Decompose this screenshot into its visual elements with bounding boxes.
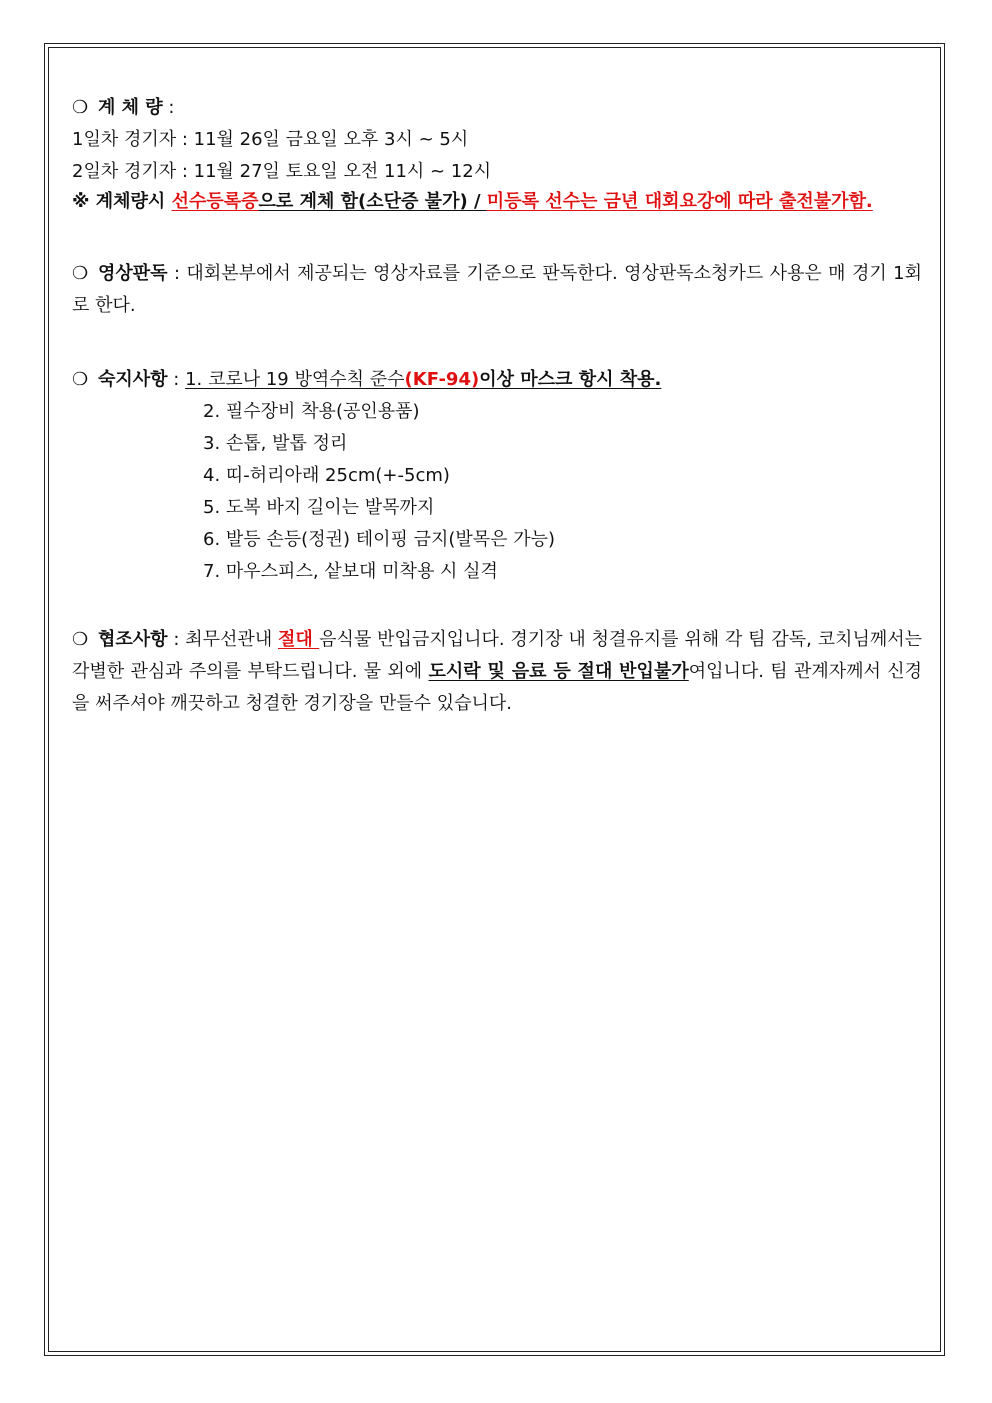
rules-item-1 bbox=[185, 369, 661, 390]
spacer bbox=[72, 216, 922, 258]
rules-item-7: 7. 마우스피스, 샅보대 미착용 시 실격 bbox=[203, 561, 498, 582]
spacer bbox=[72, 322, 922, 364]
rules-colon: : bbox=[167, 369, 186, 390]
notice-prefix: ※ 계체량시 bbox=[72, 191, 172, 212]
cooperation-title: 협조사항 bbox=[98, 629, 168, 650]
weighin-notice bbox=[72, 188, 922, 216]
weighin-day1: 1일차 경기자 : 11월 26일 금요일 오후 3시 ~ 5시 bbox=[72, 129, 469, 150]
rules-item-3: 3. 손톱, 발톱 정리 bbox=[203, 433, 348, 454]
rules-item-1-red: (KF-94) bbox=[404, 369, 480, 390]
cooperation-text-2: 음식물 반입금지입니다. 경기장 내 청결유지를 위해 각 팀 감독, 코치님께서는 각별한 관심과 주의를 부탁드립니다. 물 외에 bbox=[72, 629, 923, 682]
cooperation-text-3: 여입니다. 팀 관계자께서 신경을 써주셔야 깨끗하고 청결한 경기장을 만들수 있습니다. bbox=[72, 661, 922, 714]
weighin-day2: 2일차 경기자 : 11월 27일 토요일 오전 11시 ~ 12시 bbox=[72, 161, 492, 182]
rules-heading bbox=[72, 364, 922, 396]
video-review-paragraph bbox=[72, 258, 922, 322]
video-review-title: 영상판독 bbox=[98, 263, 168, 284]
cooperation-text-1: : 최무선관내 bbox=[167, 629, 279, 650]
circle-bullet-icon: ❍ bbox=[72, 369, 89, 390]
rules-title: 숙지사항 bbox=[98, 369, 168, 390]
weighin-colon: : bbox=[162, 97, 175, 118]
circle-bullet-icon: ❍ bbox=[72, 263, 89, 284]
spacer bbox=[72, 588, 922, 624]
cooperation-paragraph bbox=[72, 624, 922, 720]
circle-bullet-icon: ❍ bbox=[72, 97, 89, 118]
rules-item-4: 4. 띠-허리아래 25cm(+-5cm) bbox=[203, 465, 450, 486]
rules-item-1-plain: 1. 코로나 19 방역수칙 준수 bbox=[185, 369, 405, 390]
rules-item-2: 2. 필수장비 착용(공인용품) bbox=[203, 401, 420, 422]
video-review-text: : 대회본부에서 제공되는 영상자료를 기준으로 판독한다. 영상판독소청카드 사용은 매 경기 1회로 한다. bbox=[72, 263, 922, 316]
cooperation-bold-notice: 도시락 및 음료 등 절대 반입불가 bbox=[428, 661, 689, 682]
circle-bullet-icon: ❍ bbox=[72, 629, 89, 650]
weighin-heading bbox=[72, 92, 922, 124]
cooperation-red-absolute: 절대 bbox=[278, 629, 320, 650]
rules-item-5: 5. 도복 바지 길이는 발목까지 bbox=[203, 497, 435, 518]
rules-item-6: 6. 발등 손등(정권) 테이핑 금지(발목은 가능) bbox=[203, 529, 556, 550]
rules-item-1-bold: 이상 마스크 항시 착용. bbox=[479, 369, 662, 390]
document-body bbox=[72, 92, 922, 720]
notice-red-registration: 선수등록증 bbox=[171, 191, 259, 212]
notice-middle: 으로 계체 함(소단증 불가) / bbox=[258, 191, 487, 212]
weighin-title: 계 체 량 bbox=[98, 97, 163, 118]
notice-red-unregistered: 미등록 선수는 금년 대회요강에 따라 출전불가함. bbox=[486, 191, 873, 212]
